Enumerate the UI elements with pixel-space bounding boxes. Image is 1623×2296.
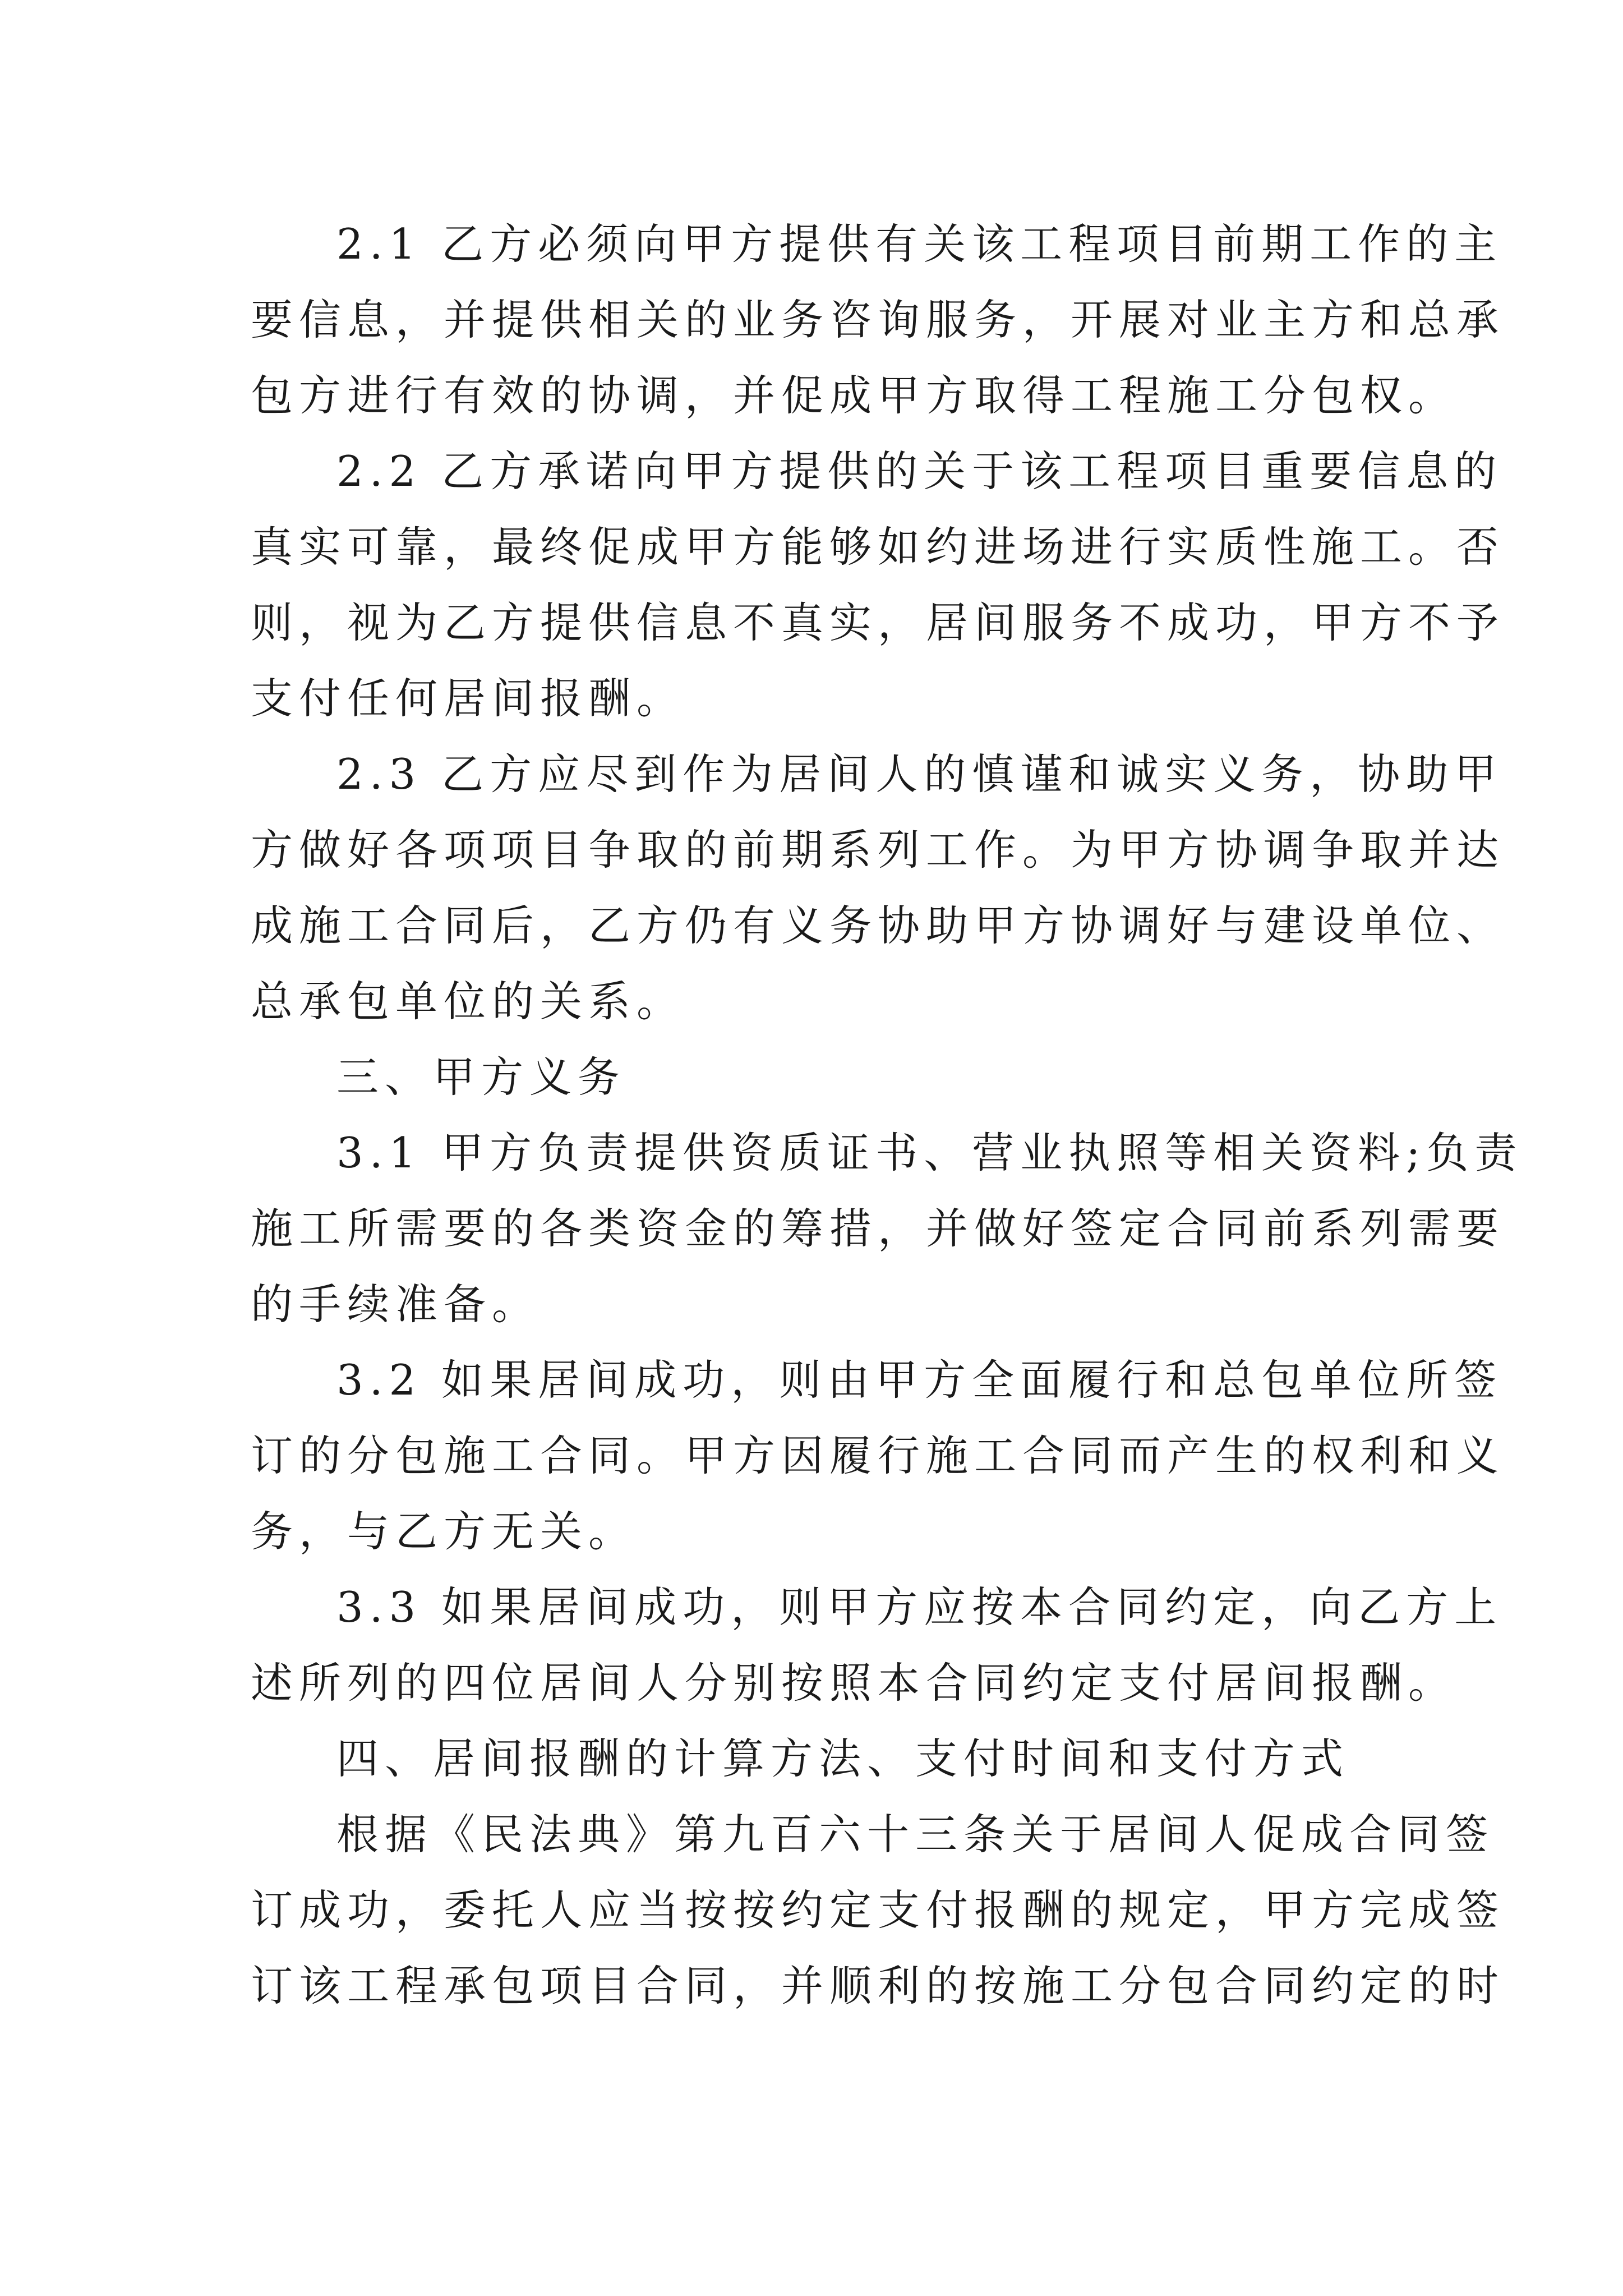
text-line: 订的分包施工合同。甲方因履行施工合同而产生的权利和义 xyxy=(251,1431,1505,1480)
text-line: 支付任何居间报酬。 xyxy=(251,674,685,723)
text-line: 根据《民法典》第九百六十三条关于居间人促成合同签 xyxy=(336,1810,1495,1859)
section-heading: 四、居间报酬的计算方法、支付时间和支付方式 xyxy=(336,1734,1350,1783)
text-line: 2.1 乙方必须向甲方提供有关该工程项目前期工作的主 xyxy=(336,219,1503,269)
text-line: 2.3 乙方应尽到作为居间人的慎谨和诚实义务，协助甲 xyxy=(336,749,1503,799)
text-line: 的手续准备。 xyxy=(251,1280,541,1329)
text-line: 要信息，并提供相关的业务咨询服务，开展对业主方和总承 xyxy=(251,295,1505,344)
text-line: 真实可靠，最终促成甲方能够如约进场进行实质性施工。否 xyxy=(251,522,1505,572)
text-line: 3.3 如果居间成功，则甲方应按本合同约定，向乙方上 xyxy=(336,1582,1503,1632)
text-line: 包方进行有效的协调，并促成甲方取得工程施工分包权。 xyxy=(251,371,1457,420)
text-line: 施工所需要的各类资金的筹措，并做好签定合同前系列需要 xyxy=(251,1204,1505,1253)
text-line: 述所列的四位居间人分别按照本合同约定支付居间报酬。 xyxy=(251,1658,1457,1708)
text-line: 3.2 如果居间成功，则由甲方全面履行和总包单位所签 xyxy=(336,1355,1503,1405)
section-heading: 三、甲方义务 xyxy=(336,1052,626,1102)
text-line: 则，视为乙方提供信息不真实，居间服务不成功，甲方不予 xyxy=(251,598,1505,647)
text-line: 总承包单位的关系。 xyxy=(251,977,685,1026)
text-line: 2.2 乙方承诺向甲方提供的关于该工程项目重要信息的 xyxy=(336,447,1503,496)
text-line: 3.1 甲方负责提供资质证书、营业执照等相关资料;负责 xyxy=(336,1128,1523,1177)
text-line: 方做好各项项目争取的前期系列工作。为甲方协调争取并达 xyxy=(251,825,1505,875)
text-line: 订该工程承包项目合同，并顺利的按施工分包合同约定的时 xyxy=(251,1961,1505,2010)
text-line: 务，与乙方无关。 xyxy=(251,1507,637,1556)
text-line: 成施工合同后，乙方仍有义务协助甲方协调好与建设单位、 xyxy=(251,901,1505,950)
text-line: 订成功，委托人应当按按约定支付报酬的规定，甲方完成签 xyxy=(251,1885,1505,1935)
